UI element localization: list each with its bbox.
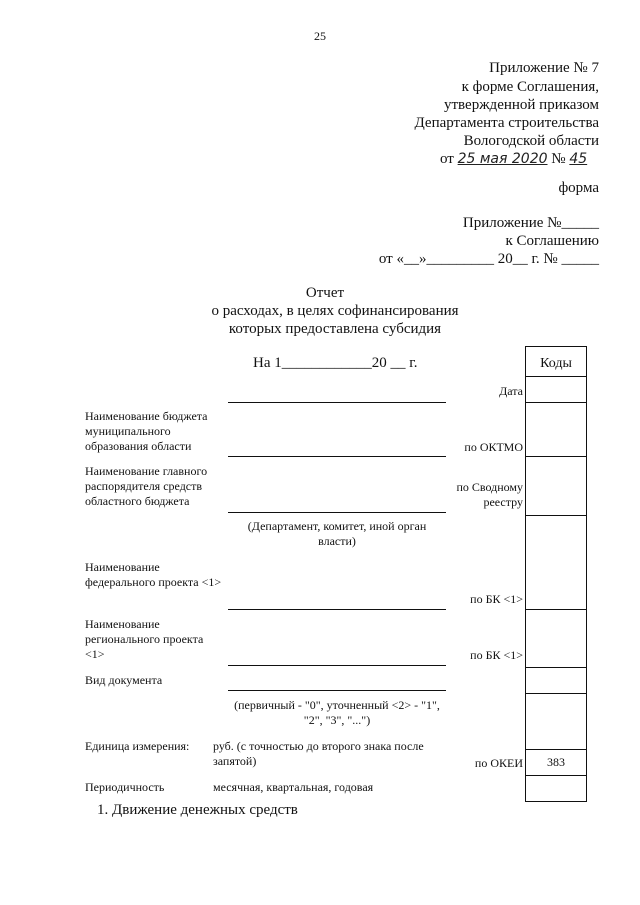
- forma-label: форма: [558, 180, 599, 196]
- doc-type-line: [228, 690, 446, 691]
- section-1-heading: 1. Движение денежных средств: [97, 802, 298, 818]
- periodicity-label: Периодичность: [85, 780, 165, 794]
- date-label: Дата: [499, 384, 523, 398]
- appendix-date-line: [440, 150, 587, 168]
- unit-value: руб. (с точностью до второго знака после запятой): [213, 739, 424, 768]
- codes-divider: [526, 456, 586, 457]
- appendix-line-1: Приложение № 7: [489, 60, 599, 76]
- oktmo-label: по ОКТМО: [464, 440, 523, 454]
- agreement-line-2: к Соглашению: [505, 233, 599, 249]
- number-mark: №: [551, 151, 566, 167]
- report-subtitle-2: которых предоставлена субсидия: [228, 321, 442, 337]
- doc-type-label: Вид документа: [85, 673, 163, 687]
- codes-column: [525, 346, 587, 802]
- handwritten-number: 45: [569, 151, 588, 167]
- svodny-label: по Сводному реестру: [456, 480, 523, 509]
- codes-divider: [526, 402, 586, 403]
- unit-label: Единица измерения:: [85, 739, 190, 753]
- doc-type-note: (первичный - "0", уточненный <2> - "1", "2", "3", "..."): [234, 698, 440, 727]
- okei-label: по ОКЕИ: [474, 756, 523, 770]
- handwritten-date: 25 мая 2020: [457, 151, 548, 167]
- regional-project-label: Наименование регионального проекта <1>: [85, 617, 204, 661]
- report-subtitle-1: о расходах, в целях софинансирования: [211, 303, 459, 319]
- report-date-row: На 1____________20 __ г.: [253, 355, 418, 371]
- bk-label-2: по БК <1>: [470, 648, 523, 662]
- codes-divider: [526, 515, 586, 516]
- page-number: 25: [314, 29, 326, 43]
- date-prefix: от: [440, 151, 454, 167]
- agreement-line-1: Приложение №_____: [462, 215, 599, 231]
- federal-project-label: Наименование федерального проекта <1>: [85, 560, 222, 589]
- codes-divider: [526, 667, 586, 668]
- budget-name-line: [228, 456, 446, 457]
- manager-name-line: [228, 512, 446, 513]
- periodicity-value: месячная, квартальная, годовая: [213, 780, 374, 794]
- dept-note: (Департамент, комитет, иной орган власти): [247, 519, 427, 548]
- bk-label-1: по БК <1>: [470, 592, 523, 606]
- federal-project-line: [228, 609, 446, 610]
- codes-divider: [526, 775, 586, 776]
- codes-divider: [526, 693, 586, 694]
- codes-divider: [526, 376, 586, 377]
- appendix-line-4: Департамента строительства: [414, 115, 599, 131]
- codes-divider: [526, 609, 586, 610]
- budget-name-label: Наименование бюджета муниципального образования области: [85, 409, 208, 453]
- codes-header: Коды: [540, 356, 572, 371]
- report-title: Отчет: [305, 285, 345, 301]
- date-row-underline: [228, 402, 446, 403]
- manager-name-label: Наименование главного распорядителя средств областного бюджета: [85, 464, 208, 508]
- appendix-line-2: к форме Соглашения,: [461, 79, 599, 95]
- okei-code: 383: [547, 755, 565, 769]
- codes-divider: [526, 749, 586, 750]
- regional-project-line: [228, 665, 446, 666]
- appendix-line-5: Вологодской области: [463, 133, 599, 149]
- appendix-line-3: утвержденной приказом: [443, 97, 599, 113]
- agreement-line-3: от «__»_________ 20__ г. № _____: [378, 251, 599, 267]
